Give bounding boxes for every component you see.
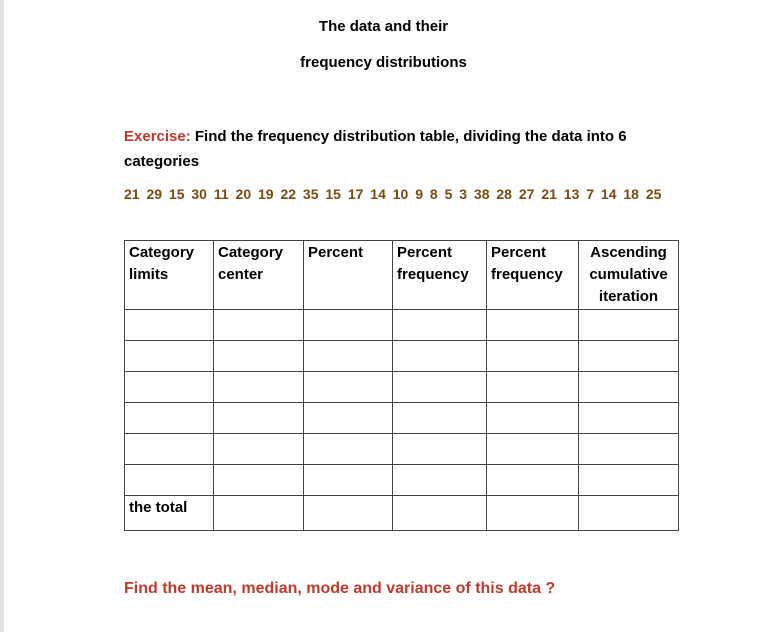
table-cell	[393, 310, 487, 341]
header-percent-frequency-2: Percent frequency	[487, 241, 579, 310]
table-row	[125, 403, 679, 434]
table-header-row	[125, 241, 679, 310]
page-left-border	[0, 0, 4, 632]
table-cell	[579, 372, 679, 403]
table-cell	[125, 403, 214, 434]
table-cell	[125, 434, 214, 465]
table-row	[125, 341, 679, 372]
table-cell	[125, 341, 214, 372]
table-cell	[579, 465, 679, 496]
question-text: Find the mean, median, mode and variance of this data ?	[124, 580, 556, 597]
table-cell	[487, 434, 579, 465]
header-category-limits: Category limits	[125, 241, 214, 310]
table-row	[125, 434, 679, 465]
table-cell	[393, 403, 487, 434]
exercise-text: Find the frequency distribution table, dividing the data into 6 categories	[124, 128, 627, 170]
table-cell	[304, 372, 393, 403]
page-title-line-2: frequency distributions	[300, 54, 467, 71]
table-cell	[579, 341, 679, 372]
table-cell	[393, 434, 487, 465]
table-cell	[487, 403, 579, 434]
table-cell	[579, 403, 679, 434]
table-cell	[214, 341, 304, 372]
table-row	[125, 372, 679, 403]
header-category-center: Category center	[214, 241, 304, 310]
table-row	[125, 310, 679, 341]
table-row	[125, 465, 679, 496]
table-cell	[214, 403, 304, 434]
table-cell	[487, 310, 579, 341]
table-cell	[304, 403, 393, 434]
table-cell	[393, 465, 487, 496]
table-cell	[214, 496, 304, 531]
table-cell	[487, 372, 579, 403]
header-percent: Percent	[304, 241, 393, 310]
table-cell	[393, 341, 487, 372]
table-cell	[487, 465, 579, 496]
table-cell	[304, 310, 393, 341]
table-cell	[214, 310, 304, 341]
exercise-statement	[124, 124, 684, 174]
total-label-cell: the total	[125, 496, 214, 531]
table-cell	[214, 465, 304, 496]
table-cell	[579, 496, 679, 531]
table-cell	[487, 496, 579, 531]
table-cell	[487, 341, 579, 372]
table-cell	[125, 372, 214, 403]
table-cell	[304, 434, 393, 465]
frequency-table	[124, 240, 679, 531]
table-cell	[304, 496, 393, 531]
page-title-line-1: The data and their	[318, 18, 449, 35]
table-total-row	[125, 496, 679, 531]
table-cell	[579, 310, 679, 341]
table-cell	[125, 465, 214, 496]
table-cell	[304, 341, 393, 372]
header-ascending-cumulative: Ascending cumulative iteration	[579, 241, 679, 310]
data-values: 21 29 15 30 11 20 19 22 35 15 17 14 10 9 8 5 3 38 28 27 21 13 7 14 18 25	[124, 186, 662, 202]
table-cell	[393, 496, 487, 531]
table-cell	[214, 434, 304, 465]
table-cell	[214, 372, 304, 403]
exercise-label: Exercise:	[124, 128, 191, 145]
table-cell	[304, 465, 393, 496]
table-cell	[393, 372, 487, 403]
table-cell	[579, 434, 679, 465]
table-cell	[125, 310, 214, 341]
header-percent-frequency-1: Percent frequency	[393, 241, 487, 310]
